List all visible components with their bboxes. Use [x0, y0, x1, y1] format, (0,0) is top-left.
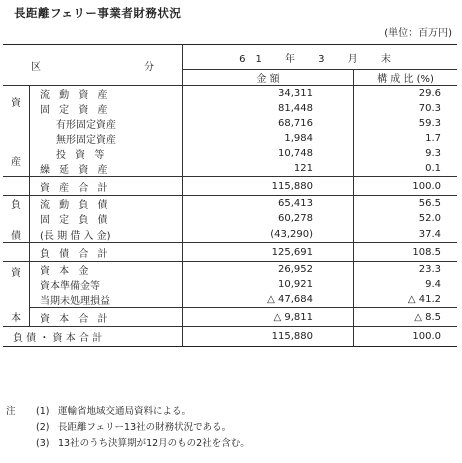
note-number: (2): [36, 422, 50, 433]
side-label-liabilities: 負 債: [3, 196, 30, 243]
note-text: 長距離フェリー13社の財務状況である。: [58, 422, 232, 433]
total-label-capital: 資 本 合 計: [30, 308, 183, 327]
row-label: 固 定 資 産: [40, 105, 111, 116]
row-label: 繰 延 資 産: [40, 165, 111, 176]
notes: [6, 404, 250, 452]
row-label: 投 資 等: [56, 150, 108, 161]
note-number: (3): [36, 438, 50, 449]
row-amount: 65,413: [183, 196, 354, 212]
row-ratio: 1.7: [354, 131, 458, 146]
total-amount-capital: △ 9,811: [183, 308, 354, 327]
financial-table: [3, 44, 457, 347]
notes-label: 注: [6, 406, 16, 417]
row-amount: 10,748: [183, 146, 354, 161]
row-label: 資 本 金: [40, 266, 92, 277]
row-label: 資本準備金等: [40, 281, 100, 292]
row-ratio: 37.4: [354, 227, 458, 243]
row-amount: (43,290): [183, 227, 354, 243]
row-ratio: 0.1: [354, 161, 458, 177]
total-ratio-capital: △ 8.5: [354, 308, 458, 327]
row-label: 有形固定資産: [56, 120, 116, 131]
row-amount: 10,921: [183, 277, 354, 292]
row-label: 流 動 負 債: [40, 200, 111, 212]
row-ratio: 70.3: [354, 101, 458, 116]
row-ratio: 9.3: [354, 146, 458, 161]
row-amount: △ 47,684: [183, 292, 354, 308]
row-ratio: 59.3: [354, 116, 458, 131]
grand-total-amount: 115,880: [183, 327, 354, 347]
note-number: (1): [36, 406, 50, 417]
row-label: (長 期 借 入 金): [40, 230, 111, 242]
grand-total-label: 負 債 ・ 資 本 合 計: [3, 327, 183, 347]
row-amount: 60,278: [183, 211, 354, 226]
row-label: 無形固定資産: [56, 135, 116, 146]
row-label: 固 定 負 債: [40, 215, 111, 227]
note-text: 運輸省地域交通局資料による。: [58, 406, 192, 417]
grand-total-ratio: 100.0: [354, 327, 458, 347]
row-amount: 81,448: [183, 101, 354, 116]
header-kubun: [3, 45, 183, 86]
row-ratio: 23.3: [354, 262, 458, 278]
row-amount: 1,984: [183, 131, 354, 146]
row-amount: 26,952: [183, 262, 354, 278]
row-ratio: 29.6: [354, 86, 458, 102]
document-title: 長距離フェリー事業者財務状況: [14, 6, 182, 20]
row-ratio: △ 41.2: [354, 292, 458, 308]
side-label-capital: 資 本: [3, 262, 30, 327]
header-date: 61 年 3 月 末: [183, 45, 458, 70]
total-amount-assets: 115,880: [183, 177, 354, 196]
unit-label: (単位：百万円): [384, 28, 452, 39]
total-amount-liabilities: 125,691: [183, 243, 354, 262]
total-label-liabilities: 負 債 合 計: [30, 243, 183, 262]
row-ratio: 52.0: [354, 211, 458, 226]
row-amount: 34,311: [183, 86, 354, 102]
row-amount: 68,716: [183, 116, 354, 131]
total-label-assets: 資 産 合 計: [30, 177, 183, 196]
header-amount: 金 額: [183, 70, 354, 86]
row-ratio: 56.5: [354, 196, 458, 212]
note-text: 13社のうち決算期が12月のもの2社を含む。: [58, 438, 250, 449]
row-amount: 121: [183, 161, 354, 177]
total-ratio-assets: 100.0: [354, 177, 458, 196]
total-ratio-liabilities: 108.5: [354, 243, 458, 262]
header-kubun-1: 区: [31, 61, 41, 73]
row-label: 当期未処理損益: [40, 296, 110, 307]
header-kubun-2: 分: [144, 61, 154, 73]
row-ratio: 9.4: [354, 277, 458, 292]
row-label: 流 動 資 産: [40, 90, 111, 101]
side-label-assets: 資 産: [3, 86, 30, 177]
header-ratio: 構 成 比 (%): [354, 70, 458, 86]
